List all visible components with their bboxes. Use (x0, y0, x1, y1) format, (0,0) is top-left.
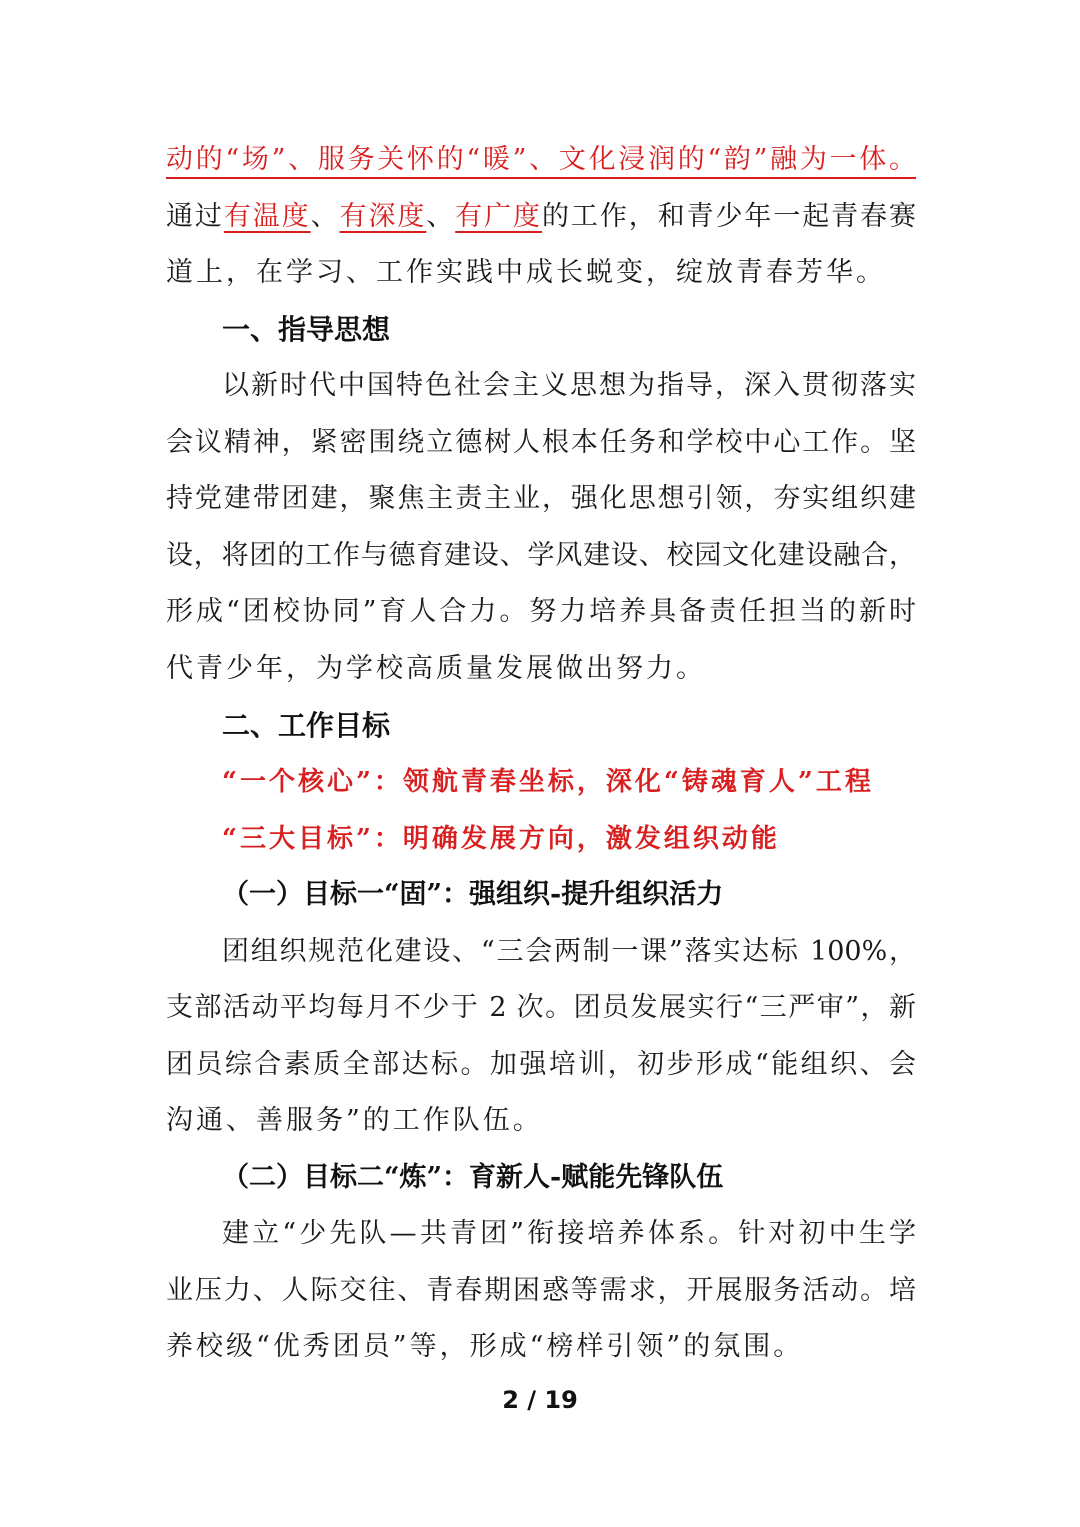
line2-prefix: 通过 (166, 201, 224, 232)
page-number: 2 / 19 (502, 1386, 578, 1414)
paragraph-line: 代青少年，为学校高质量发展做出努力。 (166, 653, 706, 684)
line2-suffix: 的工作，和青少年一起青春赛 (541, 201, 917, 232)
continued-line-red: 动的“场”、服务关怀的“暖”、文化浸润的“韵”融为一体。 (166, 144, 916, 175)
paragraph-line: 会议精神，紧密围绕立德树人根本任务和学校中心工作。坚 (166, 427, 916, 458)
paragraph-line: 团员综合素质全部达标。加强培训，初步形成“能组织、会 (166, 1049, 916, 1080)
section-heading-guiding-thought: 一、指导思想 (222, 313, 391, 346)
line2-sep2: 、 (426, 201, 456, 232)
line2-sep1: 、 (310, 201, 340, 232)
paragraph-line: 支部活动平均每月不少于 2 次。团员发展实行“三严审”，新 (166, 992, 916, 1023)
underlined-breadth: 有广度 (455, 201, 542, 232)
paragraph-line: 持党建带团建，聚焦主责主业，强化思想引领，夯实组织建 (166, 483, 916, 514)
red-underline-rule (166, 177, 916, 179)
continued-line-3: 道上，在学习、工作实践中成长蜕变，绽放青春芳华。 (166, 257, 886, 288)
paragraph-line: 沟通、善服务”的工作队伍。 (166, 1105, 543, 1136)
red-highlight-three-goals: “三大目标”：明确发展方向，激发组织动能 (222, 824, 780, 854)
paragraph-line: 业压力、人际交往、青春期困惑等需求，开展服务活动。培 (166, 1275, 916, 1306)
underlined-warmth: 有温度 (223, 201, 311, 232)
paragraph-line: 设，将团的工作与德育建设、学风建设、校园文化建设融合， (166, 540, 916, 571)
continued-line-2 (166, 197, 916, 237)
paragraph-line: 建立“少先队—共青团”衔接培养体系。针对初中生学 (222, 1218, 916, 1249)
paragraph-line: 形成“团校协同”育人合力。努力培养具备责任担当的新时 (166, 596, 916, 627)
sub-heading-goal-one: （一）目标一“固”：强组织-提升组织活力 (222, 879, 724, 910)
sub-heading-goal-two: （二）目标二“炼”：育新人-赋能先锋队伍 (222, 1162, 724, 1193)
section-heading-work-goals: 二、工作目标 (222, 709, 391, 742)
paragraph-line: 养校级“优秀团员”等，形成“榜样引领”的氛围。 (166, 1331, 804, 1362)
red-highlight-core: “一个核心”：领航青春坐标，深化“铸魂育人”工程 (222, 767, 874, 797)
paragraph-line: 团组织规范化建设、“三会两制一课”落实达标 100%， (222, 936, 916, 967)
paragraph-line: 以新时代中国特色社会主义思想为指导，深入贯彻落实 (222, 370, 916, 401)
underlined-depth: 有深度 (339, 201, 427, 232)
